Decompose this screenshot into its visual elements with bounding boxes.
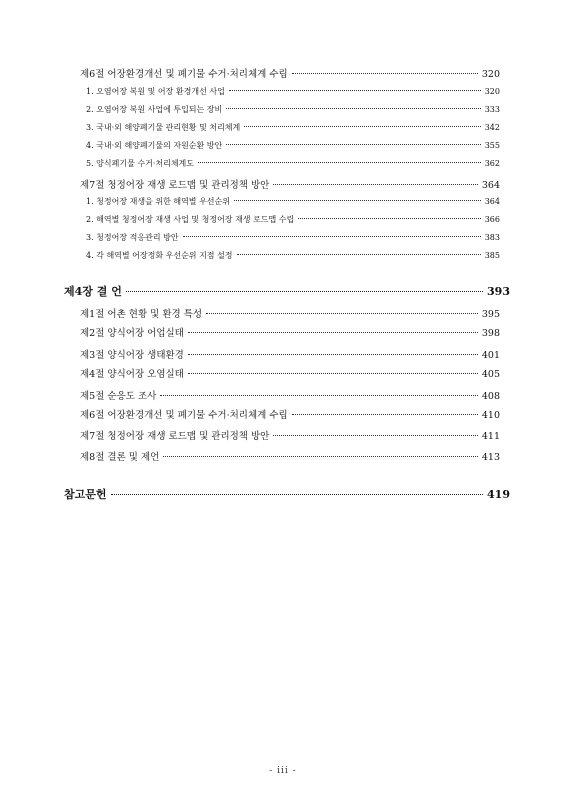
toc-label: 1. 청정어장 재생을 위한 해역별 우선순위 <box>86 197 230 206</box>
dot-leader <box>292 73 478 74</box>
toc-section-6[interactable] <box>64 66 500 80</box>
toc-page-number: 401 <box>481 350 500 361</box>
toc-references[interactable] <box>64 486 510 502</box>
toc-subsection[interactable] <box>64 86 500 97</box>
toc-page-number: 342 <box>484 123 500 132</box>
toc-section-6[interactable] <box>64 407 500 421</box>
toc-page-number: 383 <box>484 233 500 242</box>
toc-label: 2. 해역별 청정어장 재생 사업 및 청정어장 재생 로드맵 수립 <box>86 215 295 224</box>
toc-subsection[interactable] <box>64 104 500 115</box>
toc-label: 제5절 순응도 조사 <box>80 391 157 402</box>
toc-label: 제7절 청정어장 재생 로드맵 및 관리정책 방안 <box>80 180 270 191</box>
dot-leader <box>273 184 478 185</box>
toc-label: 제8절 결론 및 제언 <box>80 452 160 463</box>
toc-page-number: 320 <box>481 69 500 80</box>
toc-section-4[interactable] <box>64 366 500 380</box>
toc-section-8[interactable] <box>64 449 500 463</box>
toc-page-number: 320 <box>484 87 500 96</box>
toc-page-number: 395 <box>481 309 500 320</box>
page-footer-number: - iii - <box>269 766 297 776</box>
toc-subsection[interactable] <box>64 158 500 169</box>
toc-chapter-label: 제4장 결 언 <box>64 285 122 298</box>
dot-leader <box>226 144 480 145</box>
toc-chapter-label: 참고문헌 <box>64 488 107 501</box>
toc-subsection[interactable] <box>64 196 500 207</box>
toc-label: 1. 오염어장 복원 및 어장 환경개선 사업 <box>86 87 225 96</box>
toc-label: 제4절 양식어장 오염실태 <box>80 369 184 380</box>
dot-leader <box>229 90 481 91</box>
dot-leader <box>160 395 478 396</box>
toc-page-number: 385 <box>484 251 500 260</box>
toc-section-2[interactable] <box>64 325 500 339</box>
dot-leader <box>244 126 480 127</box>
toc-page-number: 333 <box>484 105 500 114</box>
dot-leader <box>273 435 478 436</box>
toc-page-number: 364 <box>484 197 500 206</box>
toc-section-7[interactable] <box>64 177 500 191</box>
dot-leader <box>198 162 481 163</box>
toc-subsection[interactable] <box>64 250 500 261</box>
dot-leader <box>237 254 481 255</box>
toc-label: 제7절 청정어장 재생 로드맵 및 관리정책 방안 <box>80 431 270 442</box>
toc-page-number: 408 <box>481 391 500 402</box>
dot-leader <box>163 456 478 457</box>
toc-label: 4. 각 해역별 어장정화 우선순위 지점 설정 <box>86 251 233 260</box>
toc-subsection[interactable] <box>64 122 500 133</box>
toc-subsection[interactable] <box>64 214 500 225</box>
toc-page-number: 355 <box>484 141 500 150</box>
toc-label: 제6절 어장환경개선 및 폐기물 수거·처리체계 수립 <box>80 410 288 421</box>
toc-section-3[interactable] <box>64 347 500 361</box>
toc-label: 3. 청정어장 적응관리 방안 <box>86 233 179 242</box>
dot-leader <box>298 218 480 219</box>
toc-label: 제1절 어촌 현황 및 환경 특성 <box>80 309 203 320</box>
toc-page-number: 419 <box>487 488 510 501</box>
toc-label: 4. 국내·외 해양폐기물의 자원순환 방안 <box>86 141 223 150</box>
toc-subsection[interactable] <box>64 140 500 151</box>
toc-label: 제6절 어장환경개선 및 폐기물 수거·처리체계 수립 <box>80 69 288 80</box>
toc-page-number: 393 <box>487 285 510 298</box>
toc-chapter-4[interactable] <box>64 283 510 299</box>
dot-leader <box>188 373 478 374</box>
dot-leader <box>292 414 478 415</box>
toc-subsection[interactable] <box>64 232 500 243</box>
dot-leader <box>206 313 478 314</box>
toc-label: 제3절 양식어장 생태환경 <box>80 350 184 361</box>
dot-leader <box>188 354 478 355</box>
dot-leader <box>183 236 481 237</box>
dot-leader <box>226 108 480 109</box>
toc-section-1[interactable] <box>64 306 500 320</box>
dot-leader <box>234 200 481 201</box>
toc-page-number: 366 <box>484 215 500 224</box>
toc-page-number: 411 <box>481 431 500 442</box>
dot-leader <box>188 332 478 333</box>
toc-page-number: 413 <box>481 452 500 463</box>
toc-label: 5. 양식폐기물 수거·처리체계도 <box>86 159 194 168</box>
toc-page-number: 405 <box>481 369 500 380</box>
toc-label: 3. 국내·외 해양폐기물 관리현황 및 처리체계 <box>86 123 241 132</box>
toc-section-5[interactable] <box>64 388 500 402</box>
dot-leader <box>126 291 483 292</box>
toc-page-number: 398 <box>481 328 500 339</box>
toc-page-number: 362 <box>484 159 500 168</box>
toc-section-7[interactable] <box>64 428 500 442</box>
toc-page-number: 364 <box>481 180 500 191</box>
toc-label: 제2절 양식어장 어업실태 <box>80 328 184 339</box>
toc-page-number: 410 <box>481 410 500 421</box>
dot-leader <box>111 494 484 495</box>
toc-label: 2. 오염어장 복원 사업에 투입되는 장비 <box>86 105 223 114</box>
